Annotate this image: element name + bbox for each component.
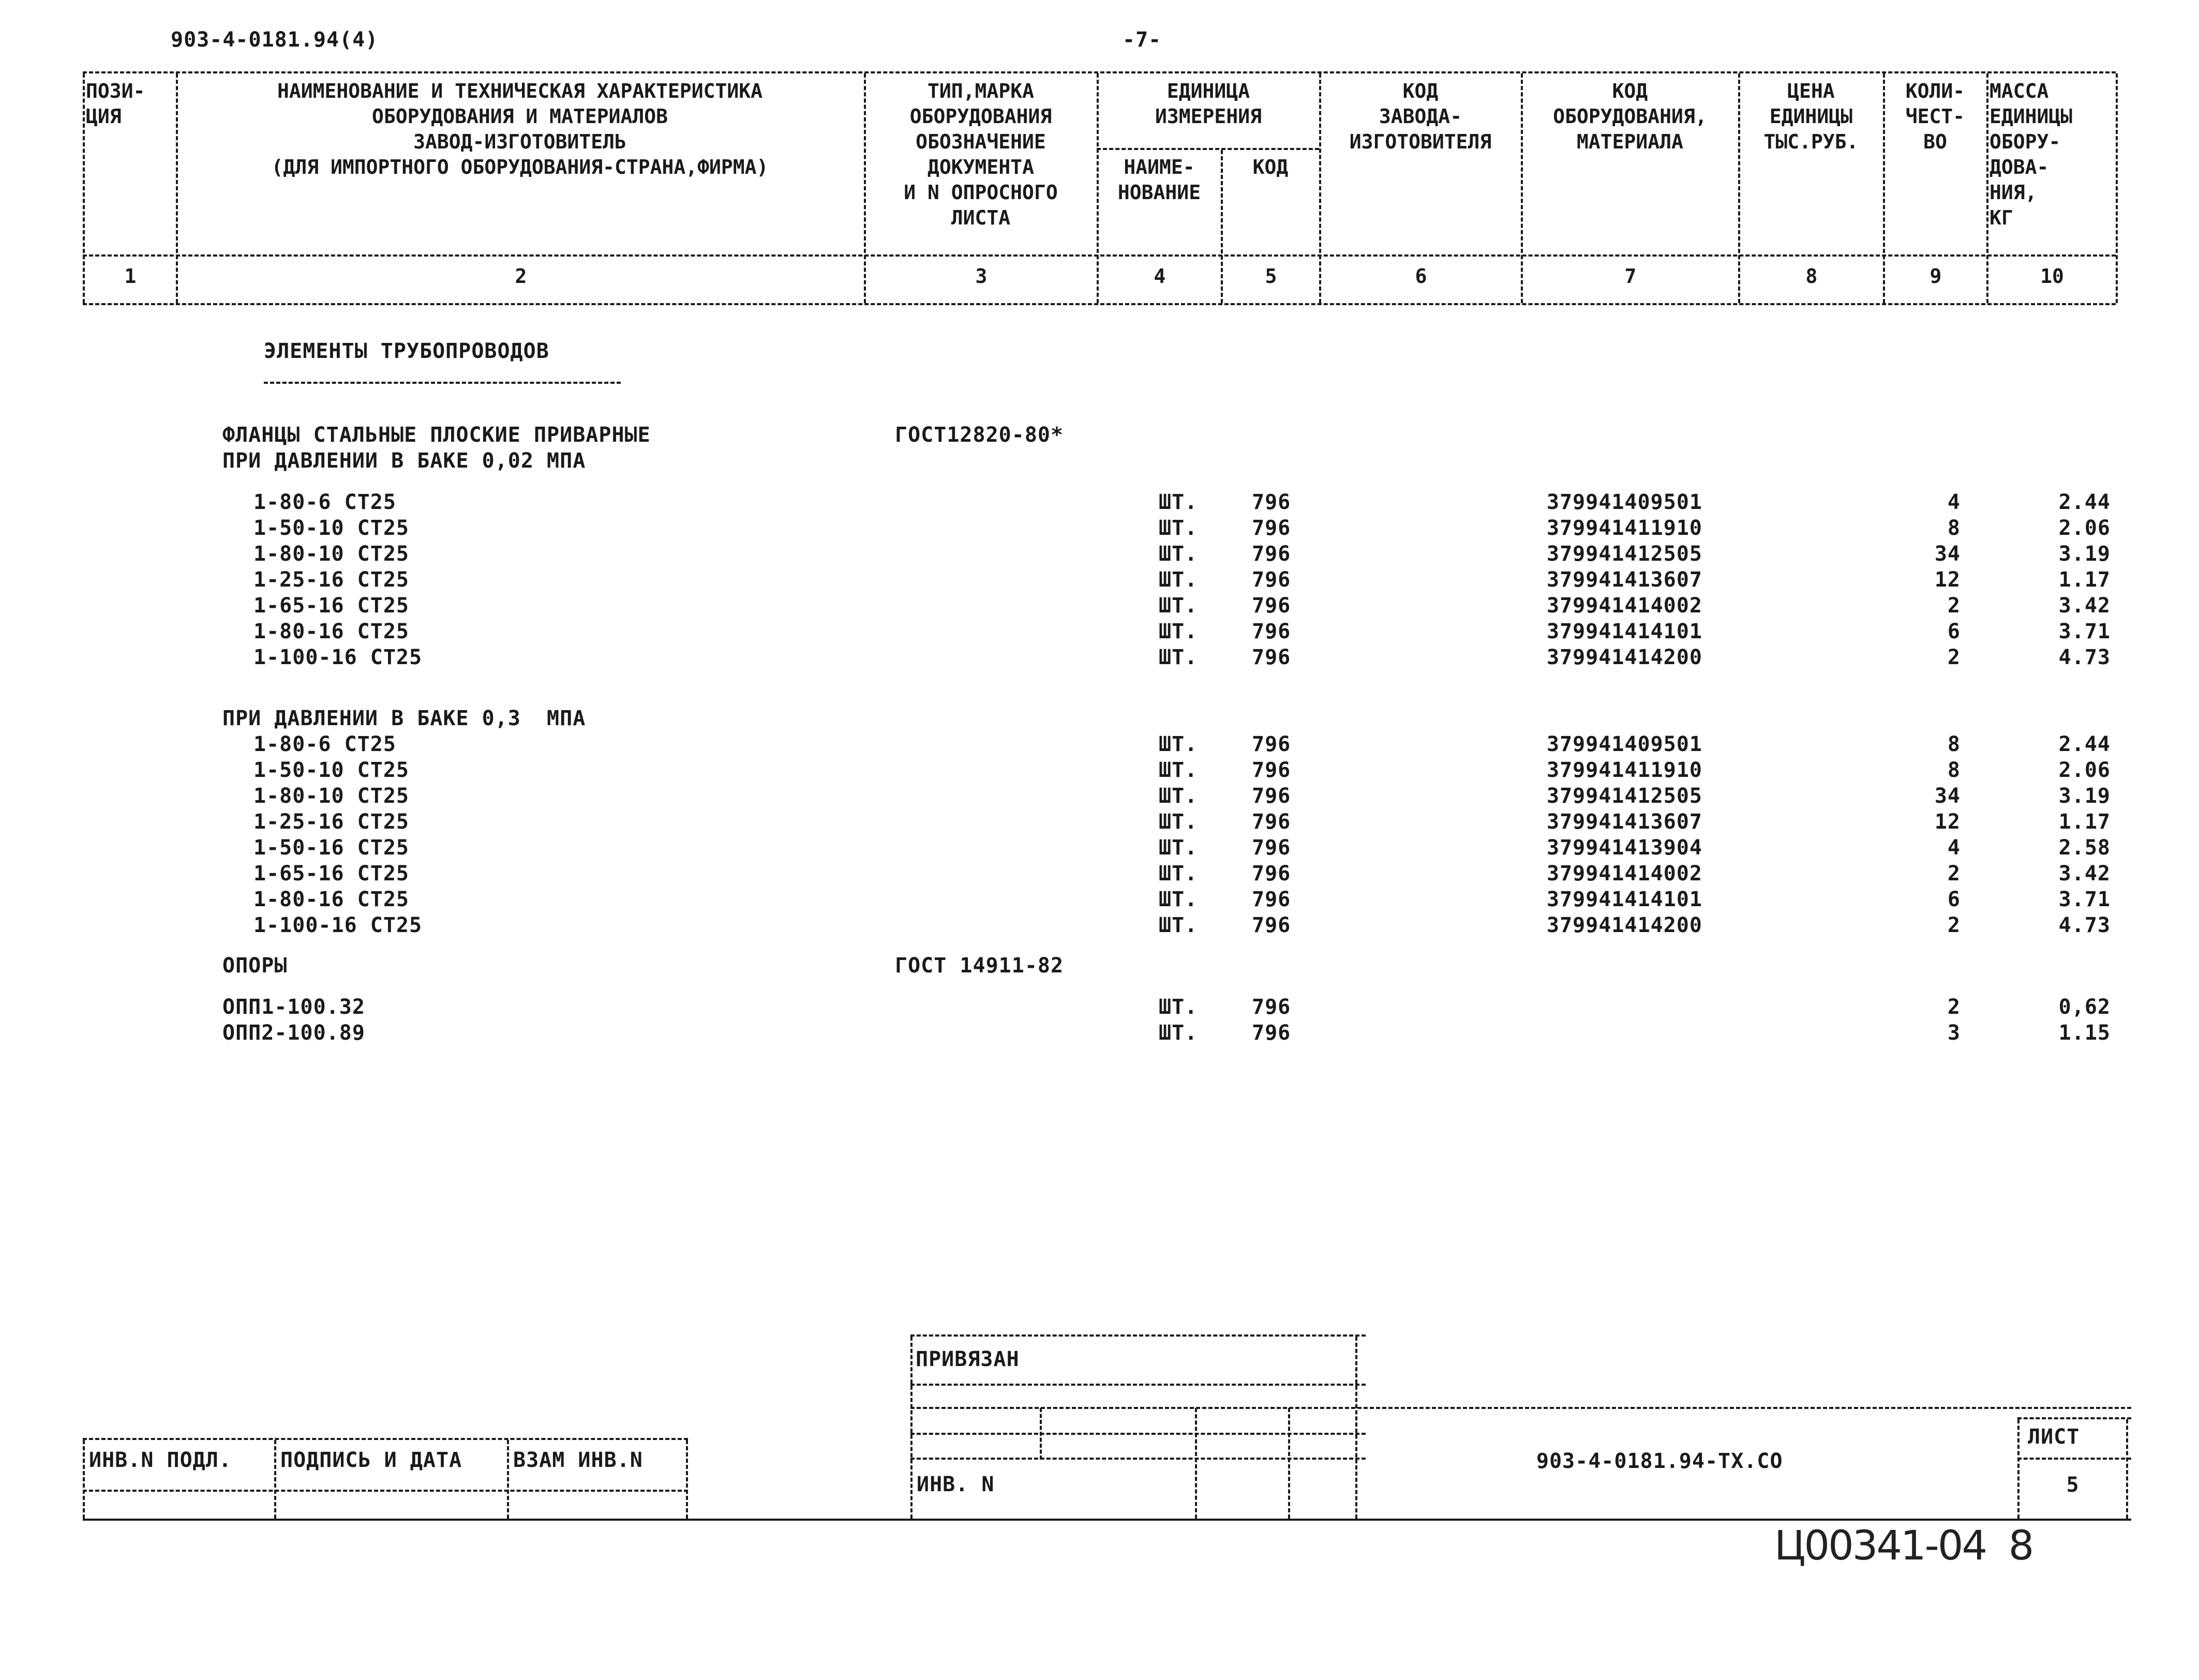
stamp-sep [1288, 1408, 1290, 1519]
stamp-rule [910, 1458, 1366, 1460]
item-unit-code: 796 [1252, 542, 1291, 566]
stamp-rule [910, 1407, 2131, 1409]
item-unit: ШТ. [1159, 542, 1198, 566]
item-quantity: 34 [1934, 542, 1961, 566]
col-sep [2116, 73, 2118, 303]
group-title: ФЛАНЦЫ СТАЛЬНЫЕ ПЛОСКИЕ ПРИВАРНЫЕ [222, 423, 651, 447]
item-material-code: 379941412505 [1547, 542, 1702, 566]
stamp-sep [1195, 1408, 1197, 1519]
item-name: 1-65-16 СТ25 [253, 862, 409, 886]
stamp-rule [83, 1438, 688, 1440]
item-unit-code: 796 [1252, 784, 1291, 808]
item-name: 1-50-10 СТ25 [253, 516, 409, 540]
inv-podl-label: ИНВ.N ПОДЛ. [89, 1448, 232, 1472]
stamp-sep [686, 1440, 688, 1519]
item-name: 1-65-16 СТ25 [253, 594, 409, 618]
page-number: -7- [1123, 28, 1162, 52]
item-mass: 3.71 [2058, 888, 2111, 911]
signature-date-label: ПОДПИСЬ И ДАТА [280, 1448, 462, 1472]
stamp-rule [83, 1490, 688, 1492]
group-title: ОПОРЫ [222, 954, 288, 978]
item-unit-code: 796 [1252, 594, 1291, 618]
item-name: 1-25-16 СТ25 [253, 810, 409, 834]
item-material-code: 379941414200 [1547, 646, 1702, 669]
item-unit-code: 796 [1252, 732, 1291, 756]
item-mass: 3.19 [2058, 784, 2111, 808]
stamp-rule [910, 1334, 1366, 1337]
header-bottom-rule [83, 254, 2116, 257]
column-number: 10 [2040, 265, 2064, 288]
number-row-rule [83, 303, 2116, 305]
item-mass: 4.73 [2058, 646, 2111, 669]
item-unit: ШТ. [1159, 995, 1198, 1019]
header-line: НАИМЕНОВАНИЕ И ТЕХНИЧЕСКАЯ ХАРАКТЕРИСТИКА [277, 80, 762, 102]
item-unit-code: 796 [1252, 516, 1291, 540]
item-mass: 3.19 [2058, 542, 2111, 566]
stamp-rule [910, 1433, 1366, 1435]
item-quantity: 34 [1934, 784, 1961, 808]
item-quantity: 2 [1947, 913, 1961, 937]
header-line: ОБОРУДОВАНИЯ, [1553, 105, 1707, 128]
item-mass: 4.73 [2058, 913, 2111, 937]
item-material-code: 379941411910 [1547, 516, 1702, 540]
item-unit-code: 796 [1252, 836, 1291, 860]
column-number: 2 [515, 265, 527, 288]
header-line: И N ОПРОСНОГО [904, 181, 1058, 204]
item-unit-code: 796 [1252, 888, 1291, 911]
stamp-sep [274, 1440, 276, 1519]
header-line: ЛИСТА [951, 206, 1011, 229]
column-number: 3 [975, 265, 988, 288]
item-unit: ШТ. [1159, 732, 1198, 756]
header-line: ДОКУМЕНТА [928, 156, 1034, 178]
header-line: ВО [1923, 130, 1947, 153]
inv-n-label: ИНВ. N [917, 1473, 995, 1496]
header-line: ИЗМЕРЕНИЯ [1155, 105, 1262, 128]
item-unit: ШТ. [1159, 516, 1198, 540]
item-quantity: 4 [1947, 836, 1961, 860]
header-line: КОД [1612, 80, 1648, 102]
column-number: 8 [1805, 265, 1818, 288]
item-name: 1-80-10 СТ25 [253, 784, 409, 808]
stamp-rule [910, 1384, 1366, 1386]
item-mass: 1.17 [2058, 810, 2111, 834]
item-quantity: 8 [1947, 516, 1961, 540]
item-mass: 2.44 [2058, 490, 2111, 514]
section-title-underline [264, 382, 621, 384]
item-name: 1-25-16 СТ25 [253, 568, 409, 592]
item-name: 1-80-10 СТ25 [253, 542, 409, 566]
item-unit: ШТ. [1159, 888, 1198, 911]
item-unit-code: 796 [1252, 913, 1291, 937]
header-line: МАССА [1989, 80, 2049, 102]
item-mass: 2.44 [2058, 732, 2111, 756]
vzam-inv-label: ВЗАМ ИНВ.N [513, 1448, 643, 1472]
item-unit: ШТ. [1159, 913, 1198, 937]
item-material-code: 379941413607 [1547, 810, 1702, 834]
item-name: 1-80-6 СТ25 [253, 732, 396, 756]
item-mass: 3.42 [2058, 594, 2111, 618]
item-name: 1-50-16 СТ25 [253, 836, 409, 860]
column-number: 6 [1415, 265, 1427, 288]
item-quantity: 2 [1947, 995, 1961, 1019]
header-line: ПОЗИ- [86, 80, 145, 102]
item-quantity: 4 [1947, 490, 1961, 514]
header-line: ОБОРУДОВАНИЯ И МАТЕРИАЛОВ [372, 105, 668, 128]
header-line: ТИП,МАРКА [928, 80, 1034, 102]
item-material-code: 379941412505 [1547, 784, 1702, 808]
header-line: ОБОРУ- [1989, 130, 2061, 153]
item-mass: 0,62 [2058, 995, 2111, 1019]
sheet-number: 5 [2066, 1473, 2080, 1497]
item-mass: 1.15 [2058, 1021, 2111, 1045]
item-unit: ШТ. [1159, 758, 1198, 782]
sheet-label: ЛИСТ [2028, 1425, 2080, 1449]
column-number: 4 [1154, 265, 1166, 288]
item-quantity: 12 [1934, 568, 1961, 592]
item-unit: ШТ. [1159, 836, 1198, 860]
item-unit-code: 796 [1252, 862, 1291, 886]
item-mass: 3.42 [2058, 862, 2111, 886]
item-material-code: 379941414002 [1547, 594, 1702, 618]
column-number: 7 [1624, 265, 1637, 288]
stamp-sep [2126, 1419, 2128, 1519]
item-material-code: 379941411910 [1547, 758, 1702, 782]
stamp-rule [2017, 1458, 2131, 1460]
stamp-rule [2017, 1417, 2131, 1419]
header-line: (ДЛЯ ИМПОРТНОГО ОБОРУДОВАНИЯ-СТРАНА,ФИРМА) [271, 156, 769, 178]
stamp-sep [910, 1337, 912, 1519]
group-standard: ГОСТ12820-80* [895, 423, 1064, 447]
stamp-sep [507, 1440, 509, 1519]
item-quantity: 6 [1947, 620, 1961, 643]
item-unit: ШТ. [1159, 1021, 1198, 1045]
item-unit: ШТ. [1159, 862, 1198, 886]
document-id: 903-4-0181.94(4) [171, 28, 379, 52]
header-line: НАИМЕ- [1124, 156, 1195, 178]
header-line: КОЛИ- [1905, 80, 1965, 102]
item-material-code: 379941413607 [1547, 568, 1702, 592]
stamp-sep [83, 1440, 85, 1519]
column-number: 5 [1265, 265, 1277, 288]
item-name: 1-80-16 СТ25 [253, 888, 409, 911]
document-code: 903-4-0181.94-ТХ.СО [1536, 1449, 1783, 1473]
stamp-sep [1355, 1337, 1357, 1519]
header-line: ЗАВОДА- [1379, 105, 1462, 128]
item-unit: ШТ. [1159, 646, 1198, 669]
header-line: ЕДИНИЦЫ [1769, 105, 1853, 128]
item-quantity: 8 [1947, 758, 1961, 782]
item-quantity: 2 [1947, 862, 1961, 886]
item-material-code: 379941414101 [1547, 888, 1702, 911]
item-mass: 3.71 [2058, 620, 2111, 643]
item-quantity: 12 [1934, 810, 1961, 834]
header-line: НИЯ, [1989, 181, 2037, 204]
header-line: МАТЕРИАЛА [1577, 130, 1683, 153]
item-name: 1-80-16 СТ25 [253, 620, 409, 643]
item-quantity: 3 [1947, 1021, 1961, 1045]
item-material-code: 379941414101 [1547, 620, 1702, 643]
item-mass: 2.58 [2058, 836, 2111, 860]
header-line: ЧЕСТ- [1905, 105, 1965, 128]
header-line: НОВАНИЕ [1117, 181, 1201, 204]
item-unit-code: 796 [1252, 1021, 1291, 1045]
item-unit: ШТ. [1159, 620, 1198, 643]
table-top-rule [83, 71, 2116, 73]
item-material-code: 379941413904 [1547, 836, 1702, 860]
header-line: ЕДИНИЦА [1166, 80, 1250, 102]
header-line: КГ [1989, 206, 2013, 229]
stamp-sep [1040, 1408, 1042, 1460]
item-unit-code: 796 [1252, 646, 1291, 669]
item-unit-code: 796 [1252, 995, 1291, 1019]
stamp-sep [2017, 1419, 2020, 1519]
item-unit: ШТ. [1159, 594, 1198, 618]
item-quantity: 2 [1947, 646, 1961, 669]
item-unit: ШТ. [1159, 784, 1198, 808]
item-unit-code: 796 [1252, 490, 1291, 514]
item-material-code: 379941414200 [1547, 913, 1702, 937]
header-line: ОБОЗНАЧЕНИЕ [916, 130, 1046, 153]
item-name: ОПП1-100.32 [222, 995, 365, 1019]
item-unit: ШТ. [1159, 810, 1198, 834]
item-name: 1-100-16 СТ25 [253, 913, 423, 937]
section-title: ЭЛЕМЕНТЫ ТРУБОПРОВОДОВ [264, 339, 549, 363]
item-unit: ШТ. [1159, 490, 1198, 514]
item-name: ОПП2-100.89 [222, 1021, 365, 1045]
column-number: 9 [1929, 265, 1942, 288]
item-material-code: 379941409501 [1547, 732, 1702, 756]
header-line: ЦИЯ [86, 105, 122, 128]
item-quantity: 6 [1947, 888, 1961, 911]
item-mass: 2.06 [2058, 516, 2111, 540]
item-mass: 2.06 [2058, 758, 2111, 782]
privyazan-label: ПРИВЯЗАН [916, 1347, 1020, 1371]
header-line: КОД [1402, 80, 1439, 102]
item-quantity: 8 [1947, 732, 1961, 756]
item-unit-code: 796 [1252, 568, 1291, 592]
header-line: ОБОРУДОВАНИЯ [909, 105, 1052, 128]
header-line: КОД [1252, 156, 1289, 178]
header-line: ТЫС.РУБ. [1763, 130, 1859, 153]
item-name: 1-80-6 СТ25 [253, 490, 396, 514]
header-line: ИЗГОТОВИТЕЛЯ [1349, 130, 1492, 153]
item-material-code: 379941409501 [1547, 490, 1702, 514]
header-line: ДОВА- [1989, 156, 2049, 178]
group-standard: ГОСТ 14911-82 [895, 954, 1064, 978]
header-line: ЗАВОД-ИЗГОТОВИТЕЛЬ [413, 130, 626, 153]
item-mass: 1.17 [2058, 568, 2111, 592]
group-title: ПРИ ДАВЛЕНИИ В БАКЕ 0,02 МПА [222, 449, 586, 473]
item-unit-code: 796 [1252, 620, 1291, 643]
item-material-code: 379941414002 [1547, 862, 1702, 886]
handwritten-archive-number: Ц00341-04 8 [1774, 1523, 2033, 1569]
item-unit-code: 796 [1252, 758, 1291, 782]
item-name: 1-100-16 СТ25 [253, 646, 423, 669]
header-line: ЕДИНИЦЫ [1989, 105, 2073, 128]
item-unit: ШТ. [1159, 568, 1198, 592]
stamp-bottom-rule [83, 1519, 2131, 1521]
item-unit-code: 796 [1252, 810, 1291, 834]
item-quantity: 2 [1947, 594, 1961, 618]
group-title: ПРИ ДАВЛЕНИИ В БАКЕ 0,3 МПА [222, 707, 586, 730]
column-number: 1 [124, 265, 137, 288]
item-name: 1-50-10 СТ25 [253, 758, 409, 782]
unit-subheader-rule [1097, 148, 1319, 150]
header-line: ЦЕНА [1787, 80, 1835, 102]
